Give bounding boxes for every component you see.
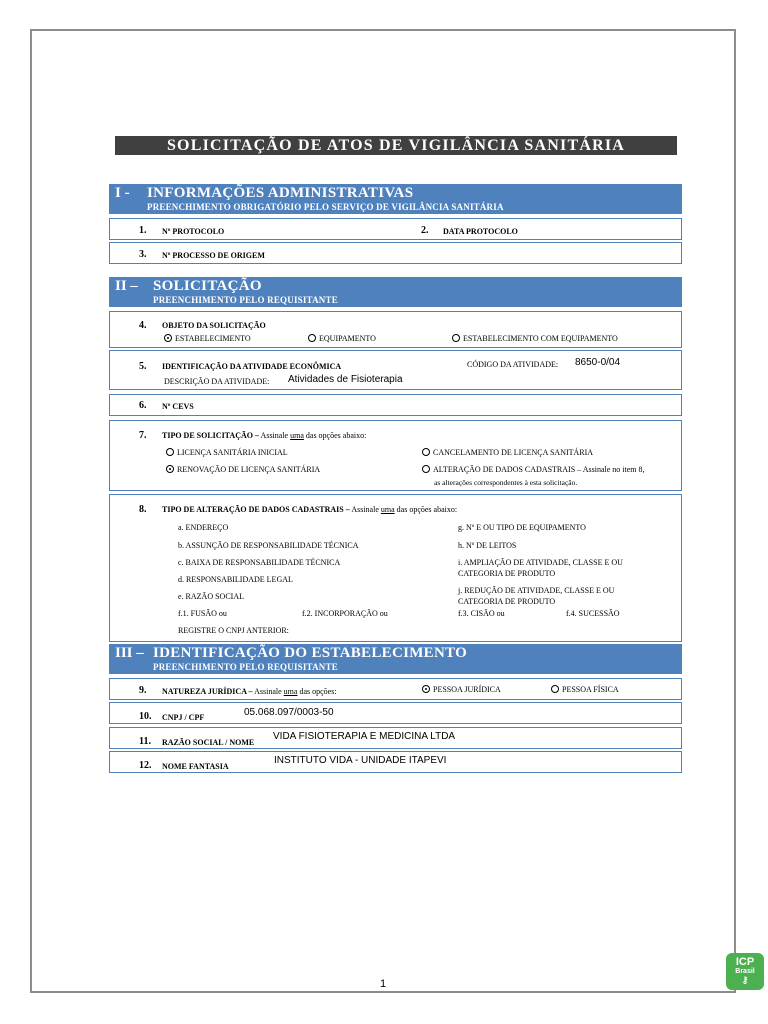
tipo-solicitacao-label: TIPO DE SOLICITAÇÃO – Assinale uma das opções abaixo:	[162, 431, 367, 440]
codigo-atividade-value[interactable]: 8650-0/04	[575, 357, 621, 368]
field-row-cevs	[109, 394, 682, 416]
key-icon: ⚷	[741, 975, 749, 985]
razao-social-label: RAZÃO SOCIAL / NOME	[162, 738, 255, 747]
field-row-razao-social	[109, 727, 682, 749]
field-number: 4.	[139, 320, 147, 331]
alteracao-note: as alterações correspondentes à esta solicitação.	[434, 478, 578, 487]
field-number: 12.	[139, 760, 152, 771]
option-cancelamento[interactable]: CANCELAMENTO DE LICENÇA SANITÁRIA	[422, 448, 593, 457]
section-number: III –	[115, 645, 144, 661]
codigo-atividade-label: CÓDIGO DA ATIVIDADE:	[467, 360, 559, 369]
cnpj-anterior-label: REGISTRE O CNPJ ANTERIOR:	[178, 626, 289, 635]
option-alteracao-dados[interactable]: ALTERAÇÃO DE DADOS CADASTRAIS – Assinale no item 8,	[422, 465, 645, 474]
section-subtitle: PREENCHIMENTO PELO REQUISITANTE	[153, 662, 338, 672]
field-number: 9.	[139, 685, 147, 696]
descricao-atividade-label: DESCRIÇÃO DA ATIVIDADE:	[164, 377, 270, 386]
protocolo-label: Nº PROTOCOLO	[162, 227, 225, 236]
radio-selected-icon	[166, 465, 174, 473]
section-header-solicitacao	[109, 277, 682, 307]
option-renovacao[interactable]: RENOVAÇÃO DE LICENÇA SANITÁRIA	[166, 465, 320, 474]
section-number: I -	[115, 185, 130, 201]
field-number: 2.	[421, 225, 429, 236]
option-estabelecimento-com-equipamento[interactable]: ESTABELECIMENTO COM EQUIPAMENTO	[452, 334, 618, 343]
alteracao-i[interactable]: i. AMPLIAÇÃO DE ATIVIDADE, CLASSE E OU	[458, 558, 623, 567]
field-number: 1.	[139, 225, 147, 236]
field-row-objeto	[109, 311, 682, 348]
field-row-tipo-alteracao	[109, 494, 682, 642]
radio-selected-icon	[422, 685, 430, 693]
option-equipamento[interactable]: EQUIPAMENTO	[308, 334, 376, 343]
field-number: 10.	[139, 711, 152, 722]
objeto-label: OBJETO DA SOLICITAÇÃO	[162, 321, 266, 330]
processo-origem-label: Nº PROCESSO DE ORIGEM	[162, 251, 265, 260]
alteracao-f4[interactable]: f.4. SUCESSÃO	[566, 609, 620, 618]
section-subtitle: PREENCHIMENTO OBRIGATÓRIO PELO SERVIÇO DE VIGILÂNCIA SANITÁRIA	[147, 202, 504, 212]
section-title: IDENTIFICAÇÃO DO ESTABELECIMENTO	[153, 645, 468, 661]
tipo-alteracao-label: TIPO DE ALTERAÇÃO DE DADOS CADASTRAIS – Assinale uma das opções abaixo:	[162, 505, 458, 514]
field-number: 3.	[139, 249, 147, 260]
radio-selected-icon	[164, 334, 172, 342]
section-title: SOLICITAÇÃO	[153, 278, 262, 294]
cevs-label: Nº CEVS	[162, 402, 194, 411]
section-number: II –	[115, 278, 138, 294]
section-header-administrativas	[109, 184, 682, 214]
alteracao-i-cont: CATEGORIA DE PRODUTO	[458, 569, 556, 578]
field-row-cnpj	[109, 702, 682, 724]
alteracao-d[interactable]: d. RESPONSABILIDADE LEGAL	[178, 575, 293, 584]
field-row-tipo-solicitacao	[109, 420, 682, 491]
alteracao-f3[interactable]: f.3. CISÃO ou	[458, 609, 505, 618]
field-row-protocolo	[109, 218, 682, 240]
razao-social-value[interactable]: VIDA FISIOTERAPIA E MEDICINA LTDA	[273, 731, 456, 742]
field-row-nome-fantasia	[109, 751, 682, 773]
alteracao-g[interactable]: g. Nº E OU TIPO DE EQUIPAMENTO	[458, 523, 586, 532]
field-number: 8.	[139, 504, 147, 515]
document-title: SOLICITAÇÃO DE ATOS DE VIGILÂNCIA SANITÁRIA	[115, 136, 677, 155]
cnpj-label: CNPJ / CPF	[162, 713, 205, 722]
cnpj-value[interactable]: 05.068.097/0003-50	[244, 707, 334, 718]
section-header-identificacao	[109, 644, 682, 674]
alteracao-f1[interactable]: f.1. FUSÃO ou	[178, 609, 227, 618]
field-row-atividade	[109, 350, 682, 390]
nome-fantasia-value[interactable]: INSTITUTO VIDA - UNIDADE ITAPEVI	[274, 755, 447, 766]
field-row-processo-origem	[109, 242, 682, 264]
alteracao-c[interactable]: c. BAIXA DE RESPONSABILIDADE TÉCNICA	[178, 558, 341, 567]
alteracao-j-cont: CATEGORIA DE PRODUTO	[458, 597, 556, 606]
data-protocolo-label: DATA PROTOCOLO	[443, 227, 518, 236]
option-pessoa-juridica[interactable]: PESSOA JURÍDICA	[422, 685, 501, 694]
field-row-natureza	[109, 678, 682, 700]
option-estabelecimento[interactable]: ESTABELECIMENTO	[164, 334, 251, 343]
section-subtitle: PREENCHIMENTO PELO REQUISITANTE	[153, 295, 338, 305]
alteracao-a[interactable]: a. ENDEREÇO	[178, 523, 229, 532]
radio-icon	[551, 685, 559, 693]
field-number: 7.	[139, 430, 147, 441]
alteracao-b[interactable]: b. ASSUNÇÃO DE RESPONSABILIDADE TÉCNICA	[178, 541, 359, 550]
descricao-atividade-value[interactable]: Atividades de Fisioterapia	[288, 374, 403, 385]
radio-icon	[166, 448, 174, 456]
section-title: INFORMAÇÕES ADMINISTRATIVAS	[147, 185, 414, 201]
option-pessoa-fisica[interactable]: PESSOA FÍSICA	[551, 685, 619, 694]
alteracao-e[interactable]: e. RAZÃO SOCIAL	[178, 592, 244, 601]
radio-icon	[308, 334, 316, 342]
field-number: 5.	[139, 361, 147, 372]
page-number: 1	[380, 978, 387, 990]
nome-fantasia-label: NOME FANTASIA	[162, 762, 229, 771]
alteracao-f2[interactable]: f.2. INCORPORAÇÃO ou	[302, 609, 388, 618]
radio-icon	[422, 448, 430, 456]
option-licenca-inicial[interactable]: LICENÇA SANITÁRIA INICIAL	[166, 448, 288, 457]
atividade-label: IDENTIFICAÇÃO DA ATIVIDADE ECONÔMICA	[162, 362, 342, 371]
icp-brasil-badge[interactable]: ICP Brasil ⚷	[726, 953, 764, 990]
field-number: 6.	[139, 400, 147, 411]
field-number: 11.	[139, 736, 151, 747]
natureza-label: NATUREZA JURÍDICA – Assinale uma das opções:	[162, 687, 337, 696]
alteracao-h[interactable]: h. Nº DE LEITOS	[458, 541, 517, 550]
radio-icon	[452, 334, 460, 342]
alteracao-j[interactable]: j. REDUÇÃO DE ATIVIDADE, CLASSE E OU	[458, 586, 615, 595]
radio-icon	[422, 465, 430, 473]
